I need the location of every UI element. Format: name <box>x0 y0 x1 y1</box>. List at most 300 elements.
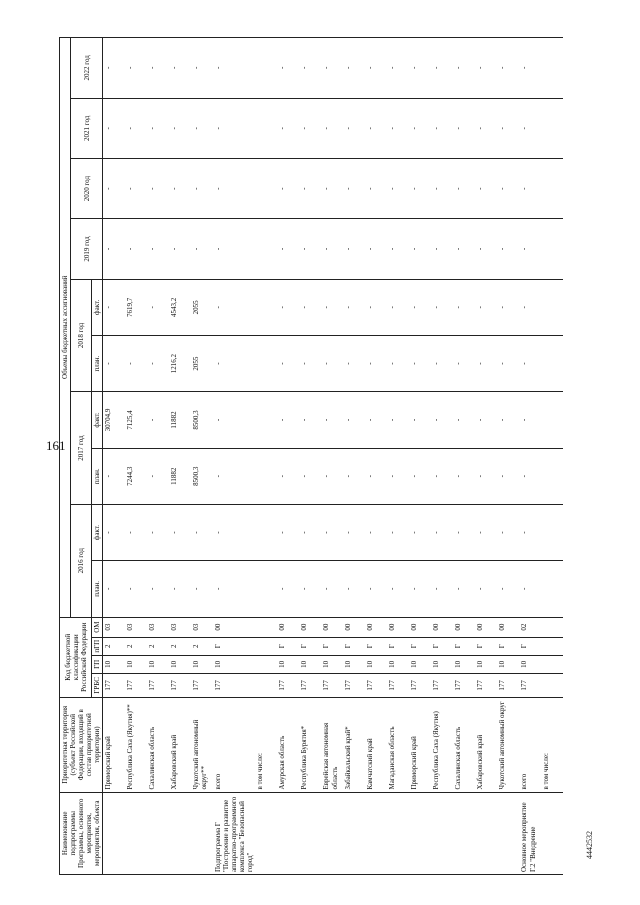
row-code-cell: 10 <box>321 655 343 673</box>
header-gp: ГП <box>92 655 103 673</box>
row-name-cell <box>475 792 497 874</box>
row-value-cell: - <box>299 219 321 279</box>
row-value-cell: - <box>277 561 299 617</box>
table-row <box>277 38 299 875</box>
row-value-cell: - <box>103 98 126 158</box>
row-value-cell: - <box>213 98 255 158</box>
row-value-cell: - <box>365 561 387 617</box>
row-territory-cell: Хабаровский край <box>475 697 497 792</box>
header-code: Код бюджетной классификации Российской Федерации <box>60 617 92 697</box>
row-name-cell <box>299 792 321 874</box>
row-value-cell: - <box>299 504 321 560</box>
row-value-cell: - <box>125 38 147 99</box>
row-value-cell: - <box>519 392 541 448</box>
row-code-cell: Г <box>213 637 255 655</box>
row-value-cell: - <box>365 448 387 504</box>
row-code-cell: 10 <box>147 655 169 673</box>
row-value-cell: - <box>365 38 387 99</box>
row-value-cell: - <box>431 504 453 560</box>
table-row <box>453 38 475 875</box>
row-value-cell <box>541 38 563 99</box>
row-value-cell <box>255 158 277 218</box>
row-territory-cell: Республика Саха (Якутия)** <box>125 697 147 792</box>
row-code-cell: 03 <box>125 617 147 637</box>
row-code-cell: Г <box>343 637 365 655</box>
row-value-cell: - <box>299 448 321 504</box>
row-value-cell: - <box>125 335 147 391</box>
row-value-cell: - <box>321 279 343 335</box>
row-value-cell: - <box>169 504 191 560</box>
row-code-cell: 177 <box>103 673 126 697</box>
row-value-cell: - <box>277 504 299 560</box>
header-year-2016: 2016 год <box>71 504 92 617</box>
row-value-cell: - <box>453 279 475 335</box>
table-row <box>255 38 277 875</box>
row-territory-cell: Республика Саха (Якутия) <box>431 697 453 792</box>
row-value-cell: - <box>475 448 497 504</box>
row-code-cell: Г <box>409 637 431 655</box>
row-value-cell: - <box>431 219 453 279</box>
row-code-cell: 00 <box>387 617 409 637</box>
table-row <box>497 38 519 875</box>
row-value-cell <box>255 504 277 560</box>
header-fact: факт. <box>92 392 103 448</box>
header-plan: план. <box>92 448 103 504</box>
row-value-cell: - <box>277 38 299 99</box>
row-code-cell: 177 <box>519 673 541 697</box>
row-value-cell: - <box>431 98 453 158</box>
row-name-cell <box>277 792 299 874</box>
row-value-cell <box>541 98 563 158</box>
row-value-cell: - <box>103 38 126 99</box>
row-code-cell: 00 <box>213 617 255 637</box>
row-value-cell: - <box>299 392 321 448</box>
row-value-cell: - <box>475 392 497 448</box>
row-name-cell <box>365 792 387 874</box>
row-value-cell: - <box>387 38 409 99</box>
row-value-cell: - <box>147 504 169 560</box>
row-value-cell: - <box>409 38 431 99</box>
row-value-cell: - <box>125 504 147 560</box>
table-row <box>299 38 321 875</box>
row-value-cell: - <box>321 561 343 617</box>
row-value-cell: - <box>169 561 191 617</box>
row-value-cell: - <box>497 279 519 335</box>
row-code-cell: Г <box>387 637 409 655</box>
row-name-cell <box>321 792 343 874</box>
row-territory-cell: Сахалинская область <box>147 697 169 792</box>
row-value-cell: - <box>409 561 431 617</box>
row-value-cell: - <box>409 279 431 335</box>
row-value-cell: - <box>519 98 541 158</box>
row-value-cell: - <box>343 448 365 504</box>
row-value-cell: - <box>169 219 191 279</box>
row-code-cell <box>255 617 277 637</box>
row-value-cell: 7125,4 <box>125 392 147 448</box>
row-value-cell: - <box>277 448 299 504</box>
row-value-cell: - <box>497 38 519 99</box>
row-value-cell: - <box>343 561 365 617</box>
header-pgp: пГП <box>92 637 103 655</box>
row-value-cell: - <box>147 561 169 617</box>
row-value-cell <box>541 392 563 448</box>
row-code-cell: 177 <box>147 673 169 697</box>
row-value-cell: - <box>453 448 475 504</box>
table-row <box>103 38 126 875</box>
row-code-cell: 03 <box>147 617 169 637</box>
header-territory: Приоритетная территория (субъект Российской Федерации, входящий в состав приоритетной территории) <box>60 697 103 792</box>
row-code-cell: 177 <box>343 673 365 697</box>
row-value-cell <box>255 279 277 335</box>
row-value-cell: - <box>519 448 541 504</box>
row-value-cell: - <box>103 279 126 335</box>
row-code-cell: 02 <box>519 617 541 637</box>
row-code-cell: 03 <box>169 617 191 637</box>
row-code-cell <box>255 673 277 697</box>
row-name-cell <box>147 792 169 874</box>
row-code-cell: 177 <box>497 673 519 697</box>
row-code-cell: 177 <box>169 673 191 697</box>
table-row <box>213 38 255 875</box>
row-value-cell: 1216,2 <box>169 335 191 391</box>
row-code-cell: 00 <box>321 617 343 637</box>
row-code-cell <box>255 637 277 655</box>
row-code-cell: 10 <box>475 655 497 673</box>
row-value-cell: 30704,9 <box>103 392 126 448</box>
row-name-cell <box>255 792 277 874</box>
row-code-cell: Г <box>497 637 519 655</box>
header-year-2022: 2022 год <box>71 38 103 99</box>
row-name-cell <box>191 792 213 874</box>
row-value-cell: - <box>191 561 213 617</box>
row-code-cell: 10 <box>277 655 299 673</box>
row-code-cell: 177 <box>277 673 299 697</box>
row-value-cell: - <box>343 335 365 391</box>
header-fact: факт. <box>92 504 103 560</box>
row-code-cell: 00 <box>431 617 453 637</box>
row-value-cell: - <box>213 279 255 335</box>
row-value-cell: - <box>169 38 191 99</box>
row-value-cell: - <box>365 98 387 158</box>
row-name-cell <box>125 792 147 874</box>
row-value-cell: - <box>277 279 299 335</box>
row-value-cell: - <box>147 392 169 448</box>
row-value-cell: - <box>343 504 365 560</box>
table-row <box>147 38 169 875</box>
row-value-cell: - <box>191 38 213 99</box>
row-code-cell: 03 <box>191 617 213 637</box>
row-value-cell: - <box>213 392 255 448</box>
row-value-cell <box>255 98 277 158</box>
row-code-cell <box>541 617 563 637</box>
row-code-cell: 00 <box>343 617 365 637</box>
row-code-cell: 2 <box>147 637 169 655</box>
row-value-cell: - <box>299 158 321 218</box>
row-value-cell: - <box>475 279 497 335</box>
row-value-cell: - <box>103 219 126 279</box>
row-territory-cell: Чукотский автономный округ <box>497 697 519 792</box>
row-code-cell: 177 <box>475 673 497 697</box>
row-territory-cell: в том числе: <box>255 697 277 792</box>
row-code-cell: 177 <box>453 673 475 697</box>
row-value-cell: - <box>409 448 431 504</box>
row-code-cell: 10 <box>387 655 409 673</box>
row-value-cell: - <box>387 98 409 158</box>
header-year-2020: 2020 год <box>71 158 103 218</box>
row-code-cell: 00 <box>299 617 321 637</box>
table-row <box>519 38 541 875</box>
row-value-cell: - <box>453 504 475 560</box>
row-value-cell: - <box>387 392 409 448</box>
row-value-cell: - <box>387 448 409 504</box>
row-name-cell <box>343 792 365 874</box>
row-value-cell: - <box>277 392 299 448</box>
row-code-cell: 10 <box>103 655 126 673</box>
row-territory-cell: Сахалинская область <box>453 697 475 792</box>
row-value-cell: - <box>147 158 169 218</box>
row-value-cell: - <box>191 504 213 560</box>
row-code-cell: 177 <box>409 673 431 697</box>
row-value-cell: - <box>147 448 169 504</box>
row-value-cell: - <box>299 38 321 99</box>
row-value-cell: - <box>103 335 126 391</box>
row-value-cell: 2055 <box>191 335 213 391</box>
table-row <box>387 38 409 875</box>
row-value-cell: 8500,3 <box>191 392 213 448</box>
header-grbs: ГРБС <box>92 673 103 697</box>
row-value-cell: - <box>431 158 453 218</box>
row-value-cell: - <box>321 392 343 448</box>
row-territory-cell: Камчатский край <box>365 697 387 792</box>
header-name: Наименование подпрограммы Программы, основного мероприятия, мероприятия, объекта <box>60 792 103 874</box>
row-territory-cell: Приморский край <box>409 697 431 792</box>
header-plan: план. <box>92 561 103 617</box>
row-value-cell: - <box>409 98 431 158</box>
row-name-cell <box>431 792 453 874</box>
row-code-cell: 177 <box>125 673 147 697</box>
row-code-cell: Г <box>519 637 541 655</box>
header-plan: план. <box>92 335 103 391</box>
row-code-cell: 00 <box>277 617 299 637</box>
row-value-cell <box>541 335 563 391</box>
row-value-cell: - <box>453 561 475 617</box>
table-row <box>169 38 191 875</box>
row-name-cell <box>103 792 126 874</box>
row-value-cell: - <box>321 219 343 279</box>
row-value-cell: - <box>213 335 255 391</box>
row-territory-cell: Забайкальский край* <box>343 697 365 792</box>
table-row <box>321 38 343 875</box>
row-territory-cell: Республика Бурятия* <box>299 697 321 792</box>
header-volumes: Объемы бюджетных ассигнований <box>60 38 71 618</box>
row-value-cell: - <box>431 38 453 99</box>
row-value-cell: - <box>277 335 299 391</box>
row-value-cell: 7244,3 <box>125 448 147 504</box>
header-year-2021: 2021 год <box>71 98 103 158</box>
table-row <box>475 38 497 875</box>
row-value-cell: - <box>475 98 497 158</box>
row-value-cell: - <box>321 98 343 158</box>
row-value-cell: - <box>169 158 191 218</box>
row-value-cell: - <box>321 448 343 504</box>
row-value-cell: - <box>343 392 365 448</box>
row-value-cell: - <box>409 335 431 391</box>
row-value-cell <box>541 279 563 335</box>
row-code-cell: 2 <box>169 637 191 655</box>
table-row <box>409 38 431 875</box>
row-value-cell: - <box>519 219 541 279</box>
row-code-cell: 00 <box>497 617 519 637</box>
row-value-cell: 4543,2 <box>169 279 191 335</box>
header-year-2018: 2018 год <box>71 279 92 392</box>
row-value-cell: - <box>497 392 519 448</box>
row-value-cell: - <box>453 335 475 391</box>
row-code-cell: 2 <box>103 637 126 655</box>
row-value-cell: - <box>409 392 431 448</box>
row-value-cell: - <box>125 561 147 617</box>
row-value-cell <box>255 392 277 448</box>
row-code-cell: 2 <box>191 637 213 655</box>
row-value-cell: - <box>453 38 475 99</box>
row-value-cell <box>541 219 563 279</box>
row-name-cell <box>387 792 409 874</box>
row-name-cell <box>497 792 519 874</box>
row-code-cell: Г <box>277 637 299 655</box>
row-value-cell: - <box>387 219 409 279</box>
header-om: ОМ <box>92 617 103 637</box>
row-code-cell: 10 <box>453 655 475 673</box>
row-territory-cell: Магаданская область <box>387 697 409 792</box>
row-value-cell: - <box>497 448 519 504</box>
row-code-cell: 177 <box>299 673 321 697</box>
row-value-cell: - <box>343 279 365 335</box>
row-code-cell: 10 <box>213 655 255 673</box>
row-territory-cell: Еврейская автономная область <box>321 697 343 792</box>
row-name-cell <box>453 792 475 874</box>
row-value-cell: - <box>321 335 343 391</box>
row-value-cell: - <box>497 561 519 617</box>
header-year-2019: 2019 год <box>71 219 103 279</box>
row-value-cell: - <box>103 158 126 218</box>
row-name-cell <box>541 792 563 874</box>
row-value-cell: - <box>519 158 541 218</box>
row-value-cell: - <box>277 158 299 218</box>
row-territory-cell: Чукотский автономный округ** <box>191 697 213 792</box>
row-value-cell: - <box>365 504 387 560</box>
row-value-cell: - <box>409 158 431 218</box>
row-value-cell: - <box>519 561 541 617</box>
row-value-cell: - <box>519 335 541 391</box>
row-value-cell <box>255 561 277 617</box>
row-value-cell: - <box>475 335 497 391</box>
row-code-cell: 00 <box>365 617 387 637</box>
row-value-cell: - <box>431 392 453 448</box>
row-value-cell: - <box>321 38 343 99</box>
row-value-cell: - <box>387 279 409 335</box>
row-code-cell: 00 <box>475 617 497 637</box>
row-value-cell: - <box>365 158 387 218</box>
row-value-cell: - <box>387 158 409 218</box>
row-value-cell <box>255 38 277 99</box>
row-value-cell: - <box>213 448 255 504</box>
row-value-cell: - <box>343 38 365 99</box>
row-value-cell: 8500,3 <box>191 448 213 504</box>
row-value-cell: - <box>277 219 299 279</box>
row-code-cell: 177 <box>191 673 213 697</box>
row-value-cell: 2055 <box>191 279 213 335</box>
row-value-cell: - <box>147 335 169 391</box>
row-code-cell <box>255 655 277 673</box>
row-value-cell: - <box>213 504 255 560</box>
page-number: 161 <box>46 438 66 453</box>
row-name-cell <box>169 792 191 874</box>
header-fact: факт. <box>92 279 103 335</box>
row-value-cell: - <box>169 98 191 158</box>
row-code-cell: Г <box>475 637 497 655</box>
row-code-cell: 177 <box>365 673 387 697</box>
row-value-cell: - <box>431 335 453 391</box>
row-value-cell: - <box>343 98 365 158</box>
row-code-cell: 10 <box>431 655 453 673</box>
row-value-cell: - <box>343 219 365 279</box>
row-value-cell: 11882 <box>169 448 191 504</box>
row-value-cell: - <box>103 504 126 560</box>
row-code-cell: 10 <box>365 655 387 673</box>
row-code-cell: 10 <box>191 655 213 673</box>
row-value-cell: - <box>125 158 147 218</box>
row-value-cell: - <box>431 561 453 617</box>
row-value-cell: - <box>387 561 409 617</box>
row-value-cell: - <box>519 279 541 335</box>
row-value-cell: - <box>147 38 169 99</box>
row-value-cell <box>541 448 563 504</box>
row-territory-cell: Приморский край <box>103 697 126 792</box>
row-code-cell <box>541 655 563 673</box>
row-code-cell: 03 <box>103 617 126 637</box>
row-value-cell: - <box>103 448 126 504</box>
row-value-cell <box>541 561 563 617</box>
table-body <box>103 38 564 875</box>
row-code-cell: 177 <box>321 673 343 697</box>
row-value-cell: - <box>453 98 475 158</box>
row-code-cell: Г <box>453 637 475 655</box>
row-code-cell: 177 <box>213 673 255 697</box>
row-value-cell: - <box>409 504 431 560</box>
row-value-cell: - <box>191 158 213 218</box>
document-id: 4442532 <box>585 831 594 859</box>
header-year-2017: 2017 год <box>71 392 92 505</box>
row-value-cell: - <box>299 561 321 617</box>
table-row <box>431 38 453 875</box>
row-value-cell: - <box>387 335 409 391</box>
row-value-cell: - <box>497 504 519 560</box>
row-value-cell: - <box>299 335 321 391</box>
row-value-cell: - <box>343 158 365 218</box>
row-value-cell: - <box>125 98 147 158</box>
row-value-cell <box>541 158 563 218</box>
row-value-cell: - <box>475 158 497 218</box>
row-value-cell: - <box>497 335 519 391</box>
row-value-cell: - <box>475 219 497 279</box>
row-value-cell: - <box>453 392 475 448</box>
row-value-cell: - <box>475 561 497 617</box>
row-territory-cell: всего <box>213 697 255 792</box>
row-territory-cell: Хабаровский край <box>169 697 191 792</box>
row-value-cell <box>255 219 277 279</box>
row-value-cell: - <box>409 219 431 279</box>
row-value-cell: - <box>299 98 321 158</box>
row-value-cell: - <box>387 504 409 560</box>
